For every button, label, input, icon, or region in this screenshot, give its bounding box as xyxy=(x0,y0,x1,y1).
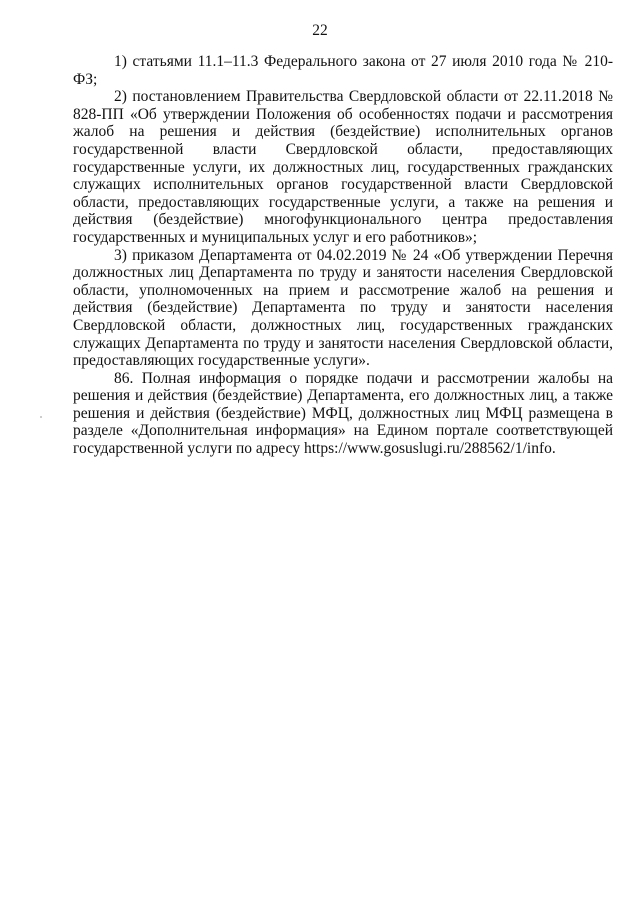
paragraph-department-order: 3) приказом Департамента от 04.02.2019 № 24 «Об утверждении Перечня должностных лиц Департамента по труду и занятости населения Свердловской области, уполномоченных на прием и рассмотрение жалоб на решения и действия (бездействие) Департамента по труду и занятости населения Свердловской области, должностных лиц, государственных гражданских служащих Департамента по труду и занятости населения Свердловской области, предоставляющих государственные услуги». xyxy=(73,246,613,370)
paragraph-government-resolution: 2) постановлением Правительства Свердловской области от 22.11.2018 № 828-ПП «Об утверждении Положения об особенностях подачи и рассмотрения жалоб на решения и действия (бездействие) исполнительных органов государственной власти Свердловской области, предоставляющих государственные услуги, их должностных лиц, государственных гражданских служащих исполнительных органов государственной власти Свердловской области, предоставляющих государственные услуги, а также на решения и действия (бездействие) многофункционального центра предоставления государственных и муниципальных услуг и его работников»; xyxy=(73,88,613,246)
page-number: 22 xyxy=(312,22,328,39)
paragraph-86-complaint-info: 86. Полная информация о порядке подачи и рассмотрении жалобы на решения и действия (бездействие) Департамента, его должностных лиц, а также решения и действия (бездействие) МФЦ, должностных лиц МФЦ размещена в разделе «Дополнительная информация» на Едином портале соответствующей государственной услуги по адресу https://www.gosuslugi.ru/288562/1/info. xyxy=(73,369,613,458)
paragraph-federal-law: 1) статьями 11.1–11.3 Федерального закона от 27 июля 2010 года № 210-ФЗ; xyxy=(73,53,613,88)
scan-speck xyxy=(40,416,42,418)
document-body xyxy=(73,53,613,458)
